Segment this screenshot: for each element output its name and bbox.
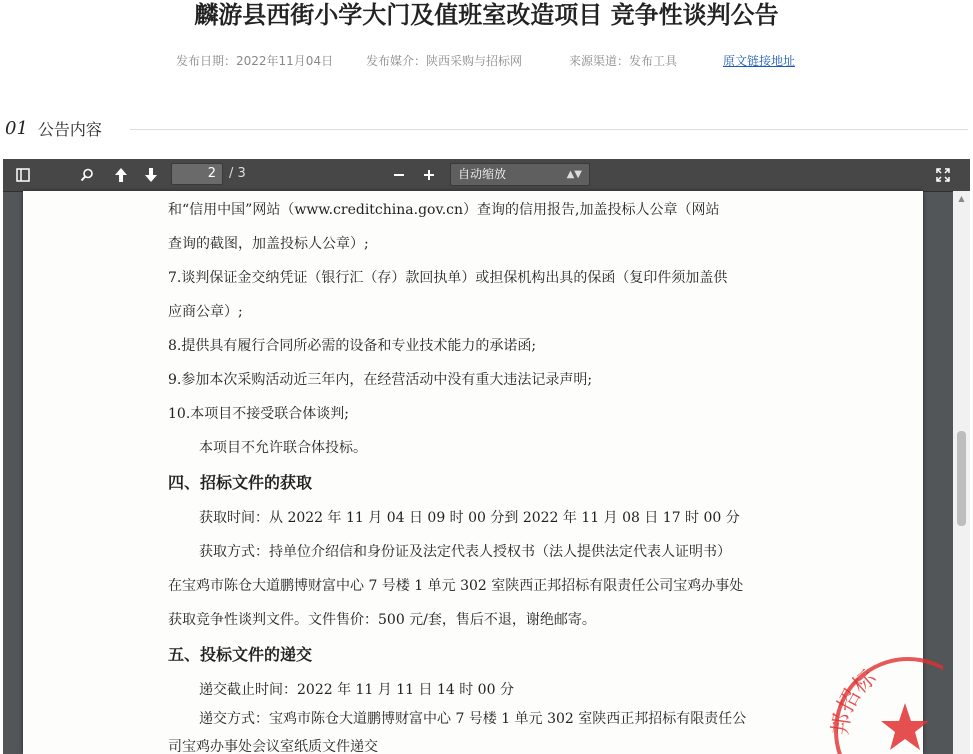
pdf-toolbar bbox=[3, 159, 970, 192]
source-channel: 来源渠道：发布工具 bbox=[569, 54, 678, 68]
svg-text:邦招标 bbox=[828, 665, 882, 737]
doc-line: 司宝鸡办事处会议室纸质文件递交 bbox=[168, 739, 378, 754]
doc-line: 递交方式：宝鸡市陈仓大道鹏博财富中心 7 号楼 1 单元 302 室陕西正邦招标有限责任公 bbox=[199, 711, 747, 727]
next-page-icon[interactable] bbox=[139, 163, 163, 187]
publish-media: 发布媒介：陕西采购与招标网 bbox=[366, 54, 523, 68]
doc-line: 和“信用中国”网站（www.creditchina.gov.cn）查询的信用报告,加盖投标人公章（网站 bbox=[168, 202, 720, 218]
doc-line: 本项目不允许联合体投标。 bbox=[199, 440, 367, 456]
search-icon[interactable] bbox=[75, 163, 99, 187]
chevron-up-down-icon: ▲▼ bbox=[566, 169, 582, 180]
previous-page-icon[interactable] bbox=[109, 163, 133, 187]
doc-line: 获取方式：持单位介绍信和身份证及法定代表人授权书（法人提供法定代表人证明书） bbox=[199, 544, 731, 560]
doc-line: 获取竞争性谈判文件。文件售价：500 元/套，售后不退，谢绝邮寄。 bbox=[168, 612, 596, 628]
doc-line: 9.参加本次采购活动近三年内，在经营活动中没有重大违法记录声明; bbox=[168, 372, 593, 388]
page-total: / 3 bbox=[229, 166, 246, 181]
doc-heading: 四、招标文件的获取 bbox=[168, 473, 313, 492]
zoom-out-icon[interactable] bbox=[387, 163, 411, 187]
doc-line: 应商公章）; bbox=[168, 304, 243, 320]
section-heading bbox=[5, 116, 102, 140]
stamp-text: 邦招标 bbox=[828, 665, 882, 737]
section-divider bbox=[130, 129, 968, 130]
zoom-select[interactable] bbox=[450, 163, 590, 186]
doc-line: 10.本项目不接受联合体谈判; bbox=[168, 406, 349, 422]
page-number-input[interactable]: 2 bbox=[171, 163, 223, 185]
company-seal-stamp bbox=[823, 641, 943, 754]
scroll-up-icon[interactable]: ▲ bbox=[958, 194, 965, 203]
page-title: 麟游县西街小学大门及值班室改造项目 竞争性谈判公告 bbox=[194, 1, 779, 29]
publish-date: 发布日期：2022年11月04日 bbox=[176, 54, 334, 68]
zoom-in-icon[interactable] bbox=[417, 163, 441, 187]
scrollbar-thumb[interactable] bbox=[957, 431, 966, 526]
doc-line: 递交截止时间：2022 年 11 月 11 日 14 时 00 分 bbox=[199, 682, 514, 698]
doc-line: 获取时间：从 2022 年 11 月 04 日 09 时 00 分到 2022 年 11 月 08 日 17 时 00 分 bbox=[199, 510, 740, 526]
section-label: 公告内容 bbox=[37, 119, 102, 139]
sidebar-toggle-icon[interactable] bbox=[11, 163, 35, 187]
doc-heading: 五、投标文件的递交 bbox=[168, 645, 313, 664]
doc-line: 7.谈判保证金交纳凭证（银行汇（存）款回执单）或担保机构出具的保函（复印件须加盖供 bbox=[168, 270, 728, 286]
doc-line: 在宝鸡市陈仓大道鹏博财富中心 7 号楼 1 单元 302 室陕西正邦招标有限责任公司宝鸡办事处 bbox=[168, 578, 744, 594]
original-link[interactable]: 原文链接地址 bbox=[723, 54, 796, 68]
fullscreen-icon[interactable] bbox=[931, 163, 955, 187]
pdf-page bbox=[23, 191, 923, 754]
doc-line: 8.提供具有履行合同所必需的设备和专业技术能力的承诺函; bbox=[168, 338, 537, 354]
pdf-scrollbar[interactable] bbox=[953, 191, 970, 754]
doc-line: 查询的截图，加盖投标人公章）; bbox=[168, 236, 369, 252]
zoom-select-value: 自动缩放 bbox=[458, 167, 507, 181]
pdf-viewer bbox=[3, 159, 970, 754]
section-number: 01 bbox=[5, 117, 28, 139]
